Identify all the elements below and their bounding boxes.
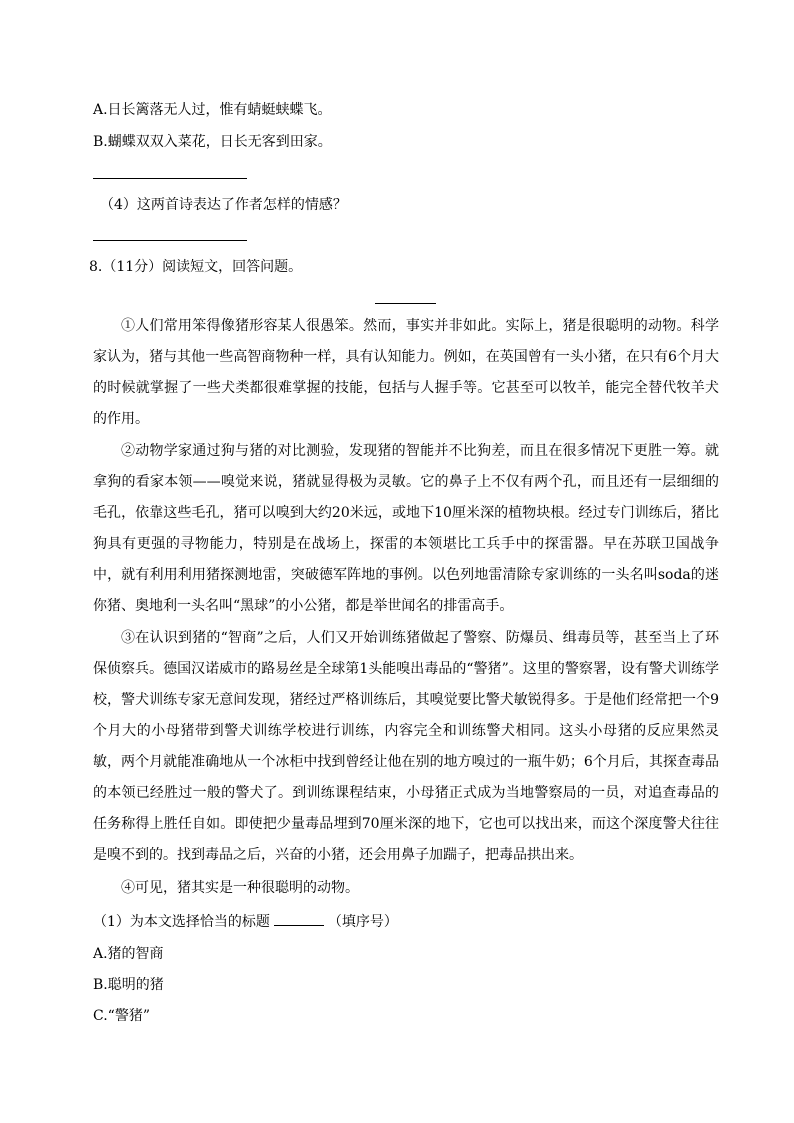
paragraph-1: ①人们常用笨得像猪形容某人很愚笨。然而，事实并非如此。实际上，猪是很聪明的动物。科学家认为，猪与其他一些高智商物种一样，具有认知能力。例如，在英国曾有一头小猪，在只有6个月大的时候就掌握了一些犬类都很难掌握的技能，包括与人握手等。它甚至可以牧羊，能完全替代牧羊犬的作用。 [93,318,719,427]
title-blank[interactable] [375,303,436,304]
answer-blank-3[interactable] [274,911,324,926]
answer-blank-2[interactable] [93,240,247,241]
q8-sub1 [93,911,398,932]
q8-header: 8.（11分）阅读短文，回答问题。 [89,259,303,275]
q8-option-c: C.“警猪” [93,1008,150,1024]
q7-option-b: B.蝴蝶双双入菜花，日长无客到田家。 [93,134,332,150]
paragraph-3: ③在认识到猪的“智商”之后，人们又开始训练猪做起了警察、防爆员、缉毒员等，甚至当上了环保侦察兵。德国汉诺威市的路易丝是全球第1头能嗅出毒品的“警猪”。这里的警察署，设有警犬训练学校，警犬训练专家无意间发现，猪经过严格训练后，其嗅觉要比警犬敏锐得多。于是他们经常把一个9个月大的小母猪带到警犬训练学校进行训练，内容完全和训练警犬相同。这头小母猪的反应果然灵敏，两个月就能准确地从一个冰柜中找到曾经让他在别的地方嗅过的一瓶牛奶；6个月后，其探查毒品的本领已经胜过一般的警犬了。到训练课程结束，小母猪正式成为当地警察局的一员，对追查毒品的任务称得上胜任自如。即使把少量毒品埋到70厘米深的地下，它也可以找出来，而这个深度警犬往往是嗅不到的。找到毒品之后，兴奋的小猪，还会用鼻子加踹子，把毒品拱出来。 [93,630,719,863]
paragraph-2: ②动物学家通过狗与猪的对比测验，发现猪的智能并不比狗差，而且在很多情况下更胜一筹。就拿狗的看家本领——嗅觉来说，猪就显得极为灵敏。它的鼻子上不仅有两个孔，而且还有一层细细的毛孔，依靠这些毛孔，猪可以嗅到大约20米远，或地下10厘米深的植物块根。经过专门训练后，猪比狗具有更强的寻物能力，特别是在战场上，探雷的本领堪比工兵手中的探雷器。早在苏联卫国战争中，就有利用利用猪探测地雷，突破德军阵地的事例。以色列地雷清除专家训练的一头名叫soda的迷你猪、奥地利一头名叫“黑球”的小公猪，都是举世闻名的排雷高手。 [93,443,719,614]
q8-option-b: B.聪明的猪 [93,977,164,993]
q7-sub4: （4）这两首诗表达了作者怎样的情感？ [100,197,347,213]
q8-sub1-prefix: （1）为本文选择恰当的标题 [93,914,270,930]
paragraph-4: ④可见，猪其实是一种很聪明的动物。 [121,880,359,896]
q8-sub1-suffix: （填序号） [327,914,398,930]
answer-blank-1[interactable] [93,178,247,179]
q7-option-a: A.日长篱落无人过，惟有蜻蜓蛱蝶飞。 [93,102,332,118]
q8-option-a: A.猪的智商 [93,946,164,962]
